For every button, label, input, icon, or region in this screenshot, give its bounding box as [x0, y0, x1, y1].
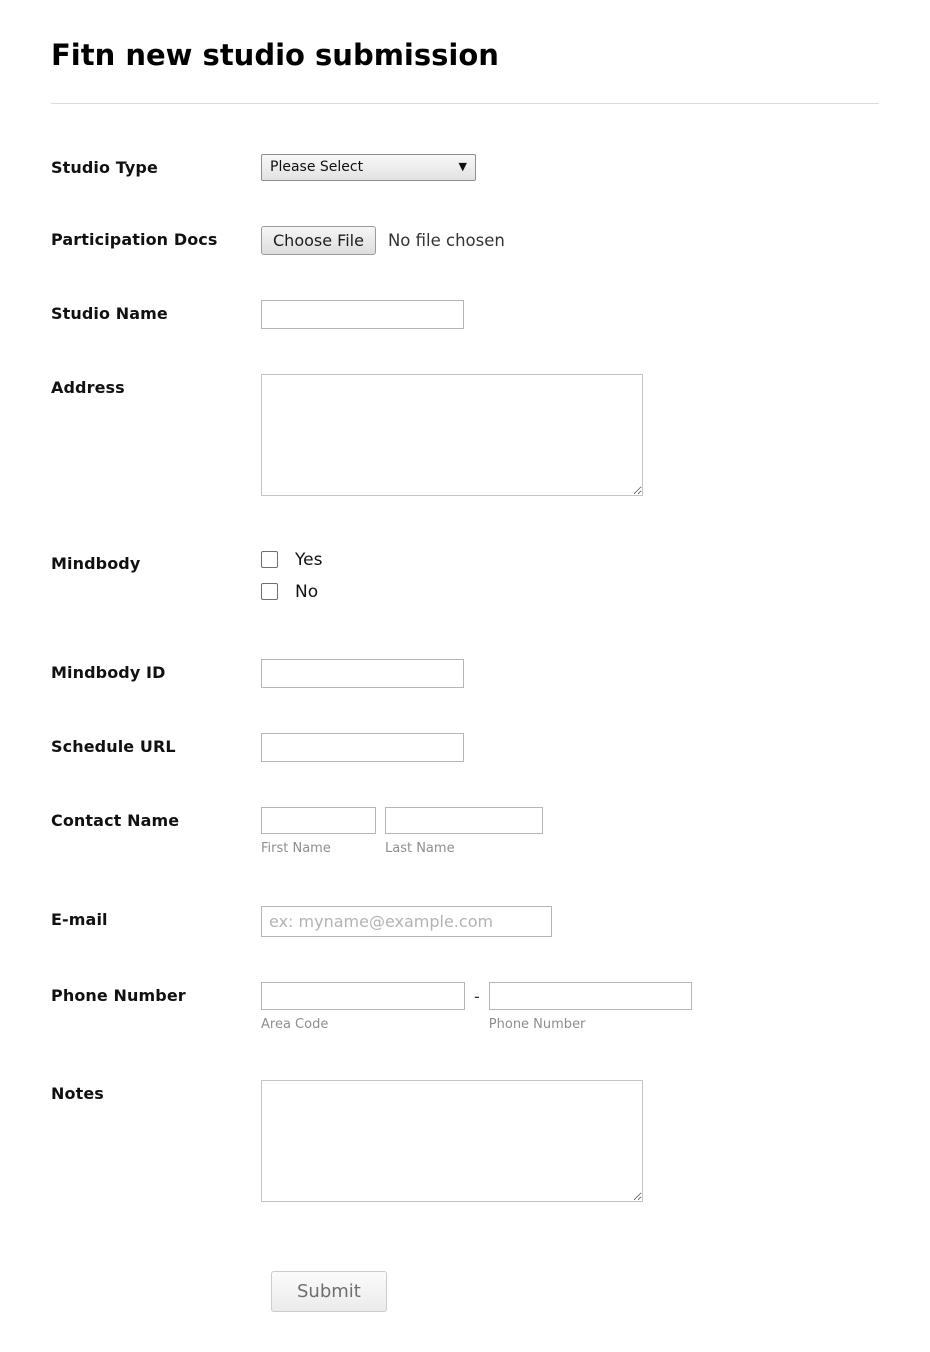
- studio-submission-form: [51, 154, 879, 1312]
- mindbody-option-yes: [261, 550, 879, 570]
- mindbody-yes-label: Yes: [295, 549, 323, 570]
- studio-type-select-wrap: [261, 154, 476, 181]
- area-code-sublabel: Area Code: [261, 1016, 329, 1032]
- mindbody-checkbox-yes[interactable]: [261, 551, 278, 568]
- first-name-sublabel: First Name: [261, 840, 331, 856]
- field-schedule-url: [51, 733, 879, 762]
- phone-number-sublabel: Phone Number: [488, 1016, 586, 1032]
- field-phone-number: [51, 982, 879, 1032]
- phone-number-label: Phone Number: [51, 985, 186, 1005]
- submit-row: [271, 1271, 879, 1312]
- notes-textarea[interactable]: [261, 1080, 643, 1202]
- mindbody-checkbox-no[interactable]: [261, 583, 278, 600]
- address-textarea[interactable]: [261, 374, 643, 496]
- submit-button[interactable]: Submit: [271, 1271, 387, 1312]
- studio-name-input[interactable]: [261, 300, 464, 329]
- field-contact-name: [51, 807, 879, 856]
- field-mindbody-id: [51, 659, 879, 688]
- contact-name-label: Contact Name: [51, 810, 180, 830]
- mindbody-label: Mindbody: [51, 553, 141, 573]
- field-participation-docs: [51, 226, 879, 255]
- mindbody-id-label: Mindbody ID: [51, 662, 166, 682]
- first-name-input[interactable]: [261, 807, 376, 834]
- studio-type-label: Studio Type: [51, 157, 158, 177]
- email-label: E-mail: [51, 909, 108, 929]
- email-input[interactable]: [261, 906, 552, 937]
- studio-name-label: Studio Name: [51, 303, 168, 323]
- last-name-sublabel: Last Name: [385, 840, 455, 856]
- choose-file-button[interactable]: Choose File: [261, 226, 376, 255]
- page-title: Fitn new studio submission: [51, 38, 499, 72]
- field-email: [51, 906, 879, 937]
- mindbody-option-no: [261, 582, 879, 602]
- studio-type-select[interactable]: [261, 154, 476, 181]
- divider: [51, 103, 879, 104]
- field-studio-name: [51, 300, 879, 329]
- schedule-url-input[interactable]: [261, 733, 464, 762]
- field-studio-type: [51, 154, 879, 181]
- participation-docs-label: Participation Docs: [51, 229, 218, 249]
- file-status-text: No file chosen: [387, 230, 505, 250]
- last-name-input[interactable]: [385, 807, 543, 834]
- field-address: [51, 374, 879, 500]
- mindbody-id-input[interactable]: [261, 659, 464, 688]
- phone-separator: -: [474, 986, 480, 1006]
- mindbody-no-label: No: [295, 581, 319, 602]
- schedule-url-label: Schedule URL: [51, 736, 176, 756]
- phone-number-input[interactable]: [489, 982, 692, 1010]
- field-notes: [51, 1080, 879, 1206]
- area-code-input[interactable]: [261, 982, 465, 1010]
- chevron-down-icon: ▼: [458, 159, 467, 173]
- address-label: Address: [51, 377, 125, 397]
- notes-label: Notes: [51, 1083, 104, 1103]
- field-mindbody: [51, 550, 879, 614]
